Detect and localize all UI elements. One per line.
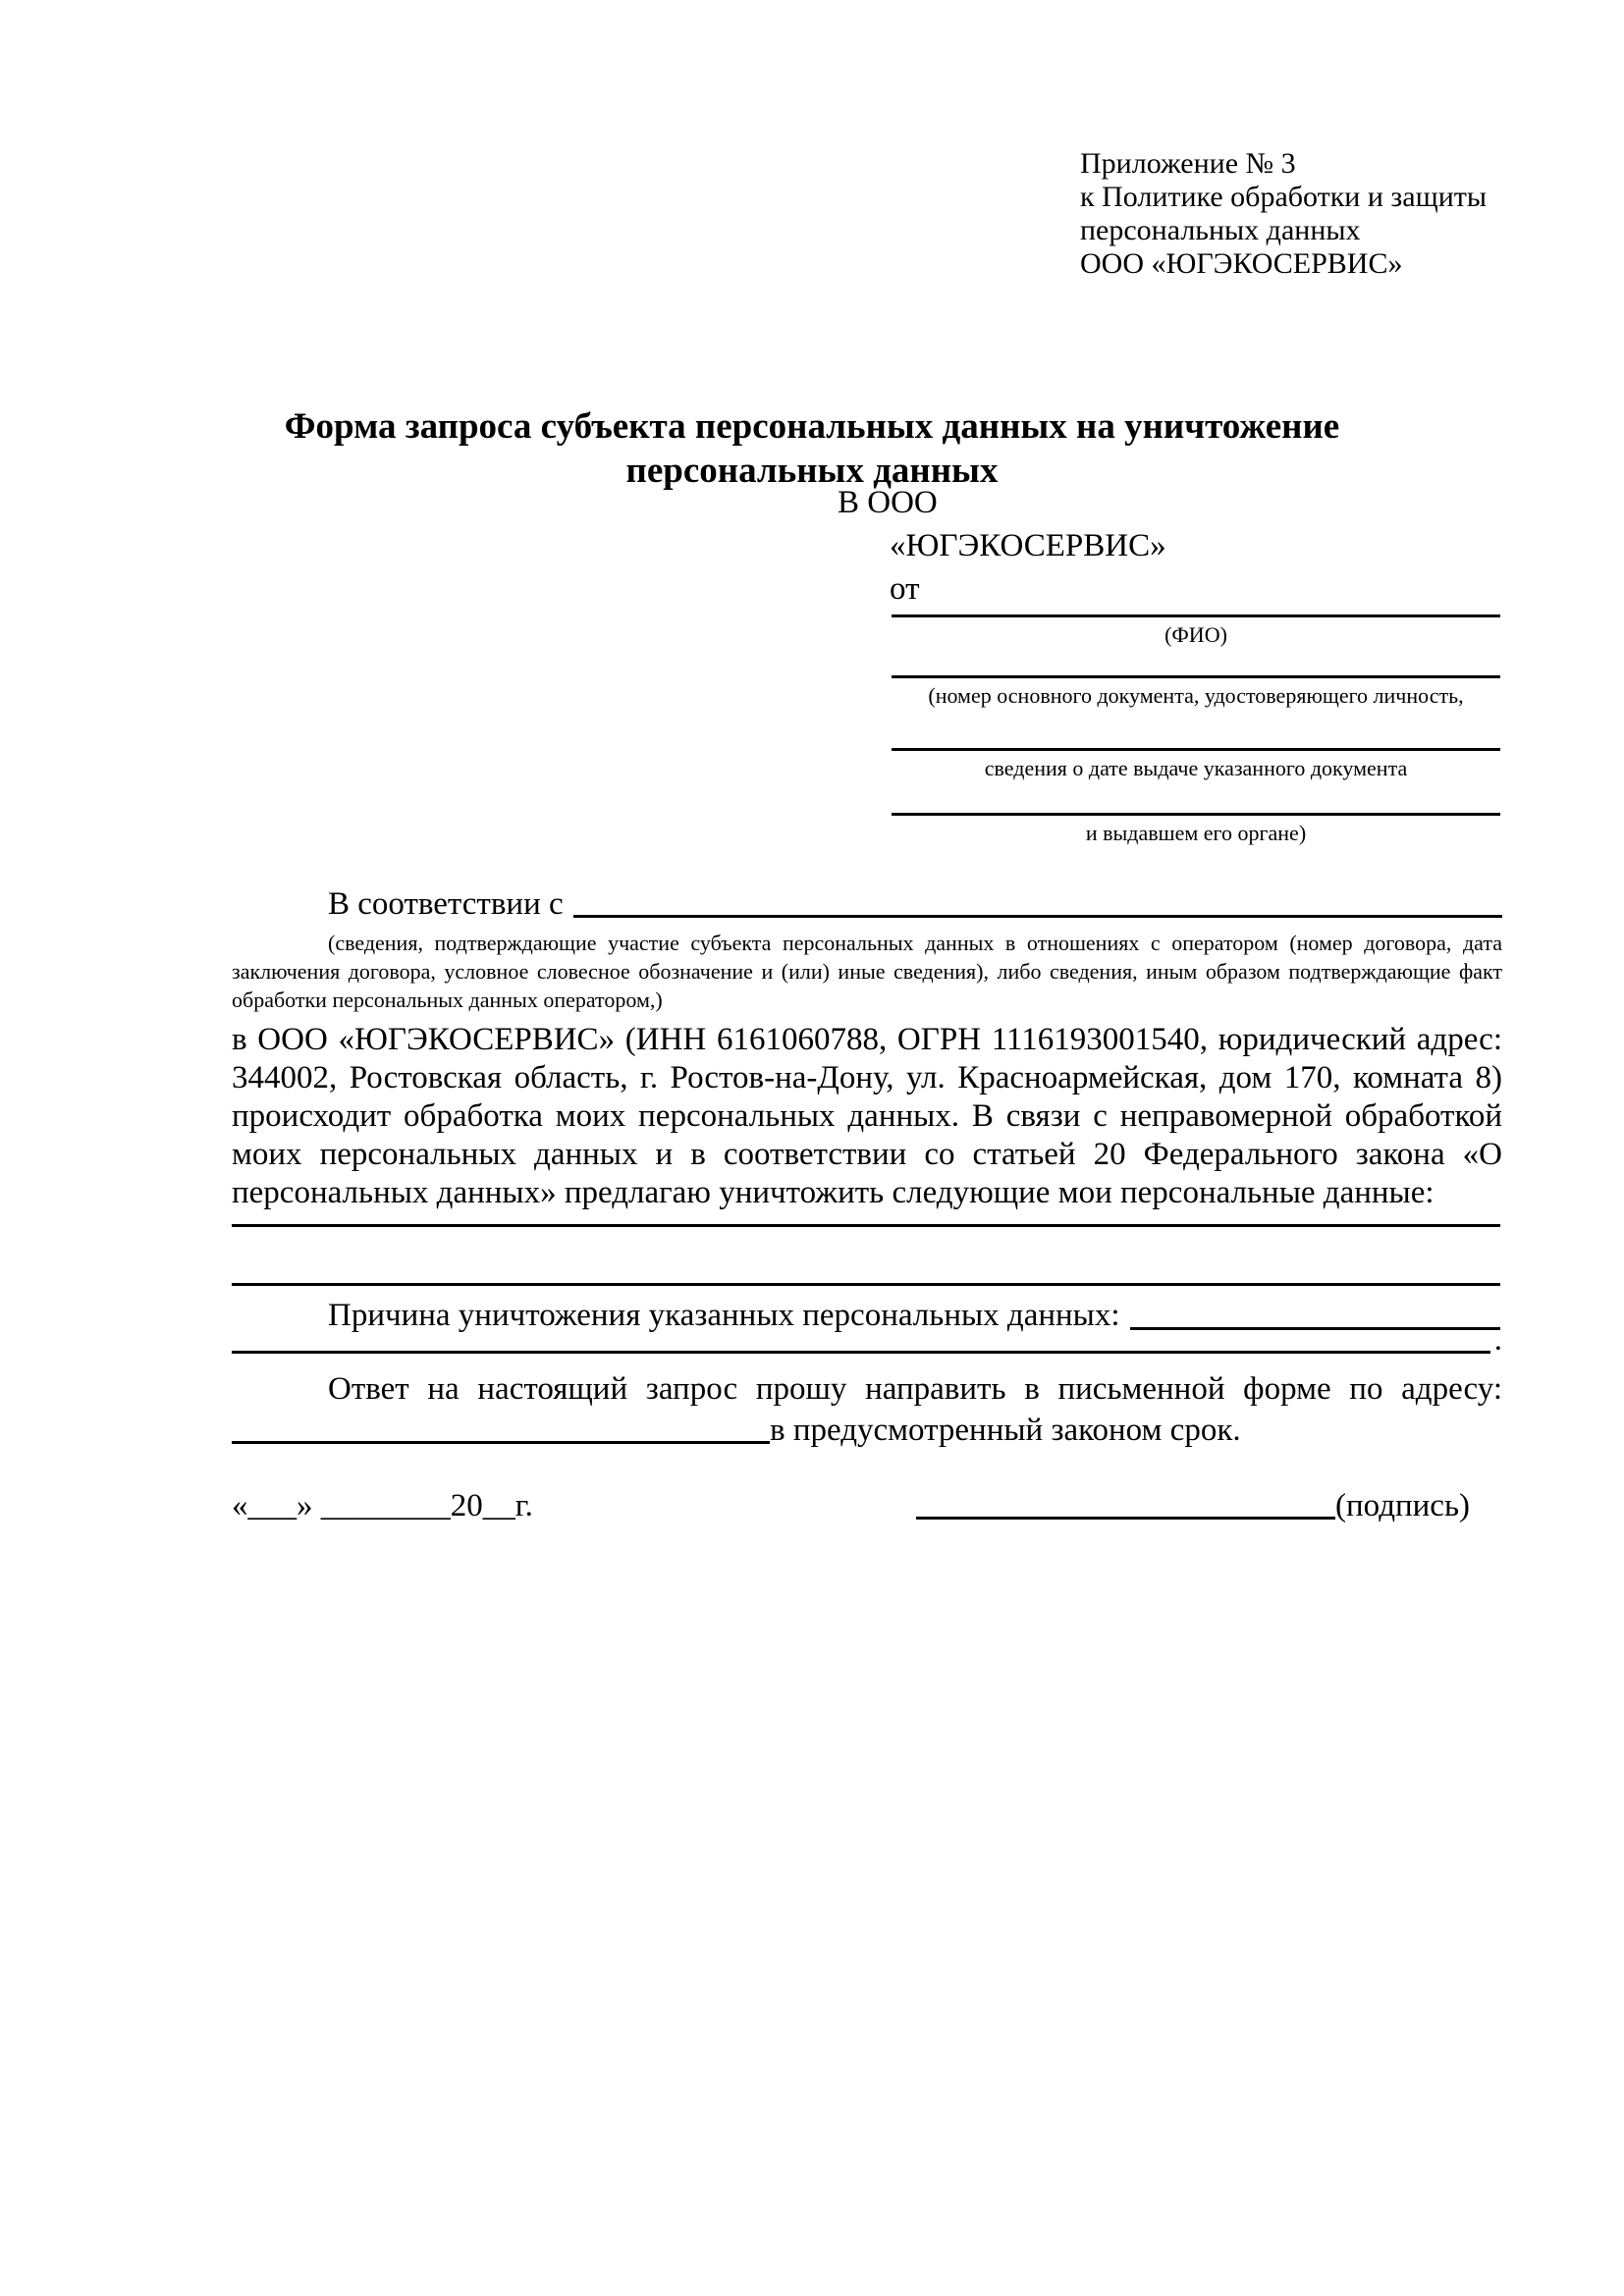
signature-row [232,1484,1470,1525]
document-number-caption: (номер основного документа, удостоверяющего личность, [928,683,1464,708]
document-title-line: персональных данных [625,451,999,491]
appendix-header [1080,147,1517,281]
period-mark: . [1493,1322,1502,1358]
reason-label: Причина уничтожения указанных персональных данных: [328,1298,1120,1333]
reply-request-text: Ответ на настоящий запрос прошу направить в письменной форме по адресу: [328,1371,1502,1407]
addressee-org-prefix: В ООО [838,485,938,520]
issue-date-blank-line [892,748,1500,751]
reply-address-row [232,1410,1502,1449]
appendix-header-line: Приложение № 3 [1080,147,1296,180]
signature-blank-line [916,1517,1335,1520]
body-paragraph: в ООО «ЮГЭКОСЕРВИС» (ИНН 6161060788, ОГРН 1116193001540, юридический адрес: 344002, Ростовская область, г. Ростов-на-Дону, ул. Красноармейская, дом 170, комната 8) происходит обработка моих персональных данных. В связи с неправомерной обработкой моих персональных данных и в соответствии со статьей 20 Федерального закона «О персональных данных» предлагаю уничтожить следующие мои персональные данные: [232,1022,1502,1210]
personal-data-blank-line [232,1224,1500,1227]
accordance-label: В соответствии с [328,886,564,922]
appendix-header-line: ООО «ЮГЭКОСЕРВИС» [1080,247,1403,280]
reply-tail-text: в предусмотренный законом срок. [770,1413,1241,1448]
appendix-header-line: персональных данных [1080,214,1361,246]
reason-continuation-row [232,1321,1502,1359]
reply-address-blank-line [232,1441,770,1444]
issuing-authority-caption: и выдавшем его органе) [1085,821,1307,845]
issuing-authority-blank-line [892,813,1500,816]
issue-date-caption: сведения о дате выдаче указанного документа [984,756,1408,780]
date-placeholder: «___» ________20__г. [232,1488,533,1523]
fio-blank-line [892,614,1500,617]
accordance-row [232,883,1502,923]
reason-continuation-blank-line [232,1351,1490,1354]
fine-print-note: (сведения, подтверждающие участие субъекта персональных данных в отношениях с оператором (номер договора, дата заключения договора, условное словесное обозначение и (или) иные сведения), либо сведения, иным образом подтверждающие факт обработки персональных данных оператором,) [232,931,1502,1012]
from-label: от [890,571,920,607]
document-title-line: Форма запроса субъекта персональных данных на уничтожение [284,406,1340,447]
appendix-header-line: к Политике обработки и защиты [1080,181,1488,213]
personal-data-blank-line [232,1283,1500,1286]
accordance-blank-line [573,915,1502,918]
fio-caption: (ФИО) [1164,622,1227,647]
document-title [243,404,1381,493]
addressee-org-name: «ЮГЭКОСЕРВИС» [890,528,1166,563]
document-number-blank-line [892,675,1500,678]
signature-caption: (подпись) [1335,1488,1470,1523]
